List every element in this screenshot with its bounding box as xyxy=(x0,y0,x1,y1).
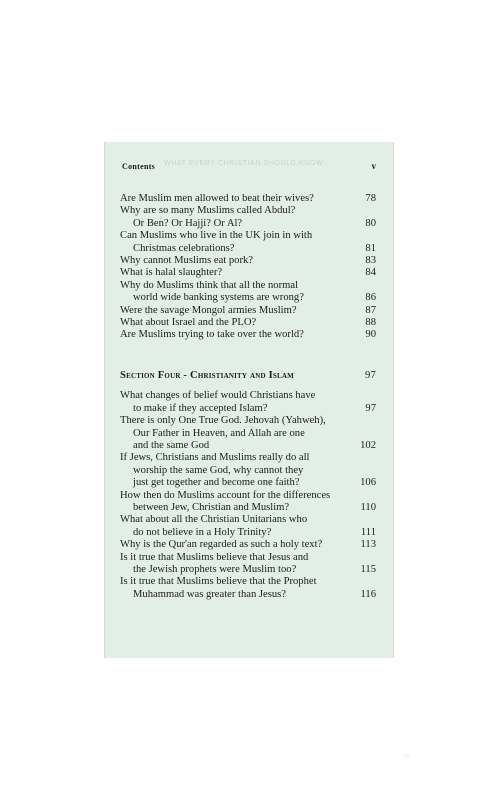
contents-entry xyxy=(120,390,376,415)
contents-entry xyxy=(120,452,376,489)
entry-title-line: Or Ben? Or Hajji? Or Al? xyxy=(133,217,243,229)
contents-entry xyxy=(120,280,376,305)
entry-title-line: do not believe in a Holy Trinity? xyxy=(133,526,272,538)
contents-entry xyxy=(120,205,376,230)
contents-group-after xyxy=(120,390,376,601)
entry-title xyxy=(120,230,354,255)
entry-page: 110 xyxy=(360,501,376,513)
entry-page: 97 xyxy=(365,402,376,414)
entry-title xyxy=(120,255,354,267)
section-page: 97 xyxy=(365,369,376,381)
contents-entry xyxy=(120,255,376,267)
entry-title xyxy=(120,305,354,317)
entry-title-line: How then do Muslims account for the differences xyxy=(120,489,331,501)
contents-entry xyxy=(120,415,376,452)
entry-page: 106 xyxy=(360,477,376,489)
entry-title-line: What is halal slaughter? xyxy=(120,267,223,279)
entry-page: 83 xyxy=(365,255,376,267)
entry-page: 84 xyxy=(365,267,376,279)
entry-title xyxy=(120,193,354,205)
entry-title-line: Were the savage Mongol armies Muslim? xyxy=(120,304,297,316)
entry-title xyxy=(120,317,354,329)
entry-page: 86 xyxy=(365,292,376,304)
entry-title-line: Is it true that Muslims believe that the Prophet xyxy=(120,576,317,588)
entry-title-line: Can Muslims who live in the UK join in with xyxy=(120,230,313,242)
page-number: v xyxy=(371,161,376,171)
entry-title-line: and the same God xyxy=(133,439,210,451)
contents-group-before xyxy=(120,193,376,342)
entry-title xyxy=(120,514,354,539)
entry-title-line: Are Muslim men allowed to beat their wives? xyxy=(120,193,314,204)
entry-title-line: between Jew, Christian and Muslim? xyxy=(133,501,290,513)
book-page xyxy=(104,142,394,658)
entry-page: 102 xyxy=(360,439,376,451)
contents-entry xyxy=(120,576,376,601)
entry-title-line: to make if they accepted Islam? xyxy=(133,402,268,414)
contents-entry xyxy=(120,539,376,551)
entry-title-line: Is it true that Muslims believe that Jesus and xyxy=(120,551,309,563)
entry-title xyxy=(120,205,354,230)
entry-title-line: Are Muslims trying to take over the world? xyxy=(120,329,304,341)
entry-title xyxy=(120,267,354,279)
contents-list xyxy=(120,193,376,601)
entry-title xyxy=(120,490,354,515)
entry-title-line: There is only One True God. Jehovah (Yahweh), xyxy=(120,415,326,427)
entry-title-line: just get together and become one faith? xyxy=(133,477,300,489)
entry-title-line: world wide banking systems are wrong? xyxy=(133,292,304,304)
contents-entry xyxy=(120,305,376,317)
contents-entry xyxy=(120,230,376,255)
entry-title-line: What about all the Christian Unitarians who xyxy=(120,514,308,526)
running-head-title: Contents xyxy=(122,161,156,171)
contents-entry xyxy=(120,552,376,577)
entry-page: 87 xyxy=(365,304,376,316)
entry-title xyxy=(120,329,354,341)
entry-title-line: Christmas celebrations? xyxy=(133,242,235,254)
entry-title-line: Why are so many Muslims called Abdul? xyxy=(120,205,296,217)
entry-title-line: worship the same God, why cannot they xyxy=(133,464,304,476)
entry-page: 115 xyxy=(360,563,376,575)
entry-title-line: the Jewish prophets were Muslim too? xyxy=(133,563,297,575)
entry-title xyxy=(120,452,354,489)
entry-title-line: If Jews, Christians and Muslims really do all xyxy=(120,452,310,464)
entry-page: 90 xyxy=(365,329,376,341)
entry-title-line: What about Israel and the PLO? xyxy=(120,317,257,329)
entry-title xyxy=(120,390,354,415)
contents-entry xyxy=(120,267,376,279)
paper-mark xyxy=(404,754,410,757)
contents-entry xyxy=(120,193,376,205)
contents-entry xyxy=(120,514,376,539)
entry-page: 81 xyxy=(365,242,376,254)
entry-title xyxy=(120,576,354,601)
entry-title xyxy=(120,280,354,305)
entry-page: 111 xyxy=(360,526,376,538)
entry-title-line: Why cannot Muslims eat pork? xyxy=(120,255,253,267)
contents-entry xyxy=(120,490,376,515)
running-head xyxy=(122,159,376,173)
entry-page: 113 xyxy=(360,539,376,551)
entry-title xyxy=(120,539,354,551)
entry-page: 80 xyxy=(365,217,376,229)
entry-title xyxy=(120,552,354,577)
entry-title-line: Our Father in Heaven, and Allah are one xyxy=(133,427,305,439)
running-head-ghost: WHAT EVERY CHRISTIAN SHOULD KNOW xyxy=(164,160,324,167)
contents-entry xyxy=(120,317,376,329)
entry-page: 116 xyxy=(360,588,376,600)
contents-entry xyxy=(120,329,376,341)
section-heading xyxy=(120,370,376,382)
entry-title-line: Why is the Qur'an regarded as such a holy text? xyxy=(120,539,323,551)
entry-page: 88 xyxy=(365,317,376,329)
entry-title-line: Muhammad was greater than Jesus? xyxy=(133,588,286,600)
entry-title-line: What changes of belief would Christians have xyxy=(120,390,316,402)
entry-page: 78 xyxy=(365,193,376,204)
section-title: Section Four - Christianity and Islam xyxy=(120,369,294,381)
entry-title xyxy=(120,415,354,452)
entry-title-line: Why do Muslims think that all the normal xyxy=(120,279,299,291)
